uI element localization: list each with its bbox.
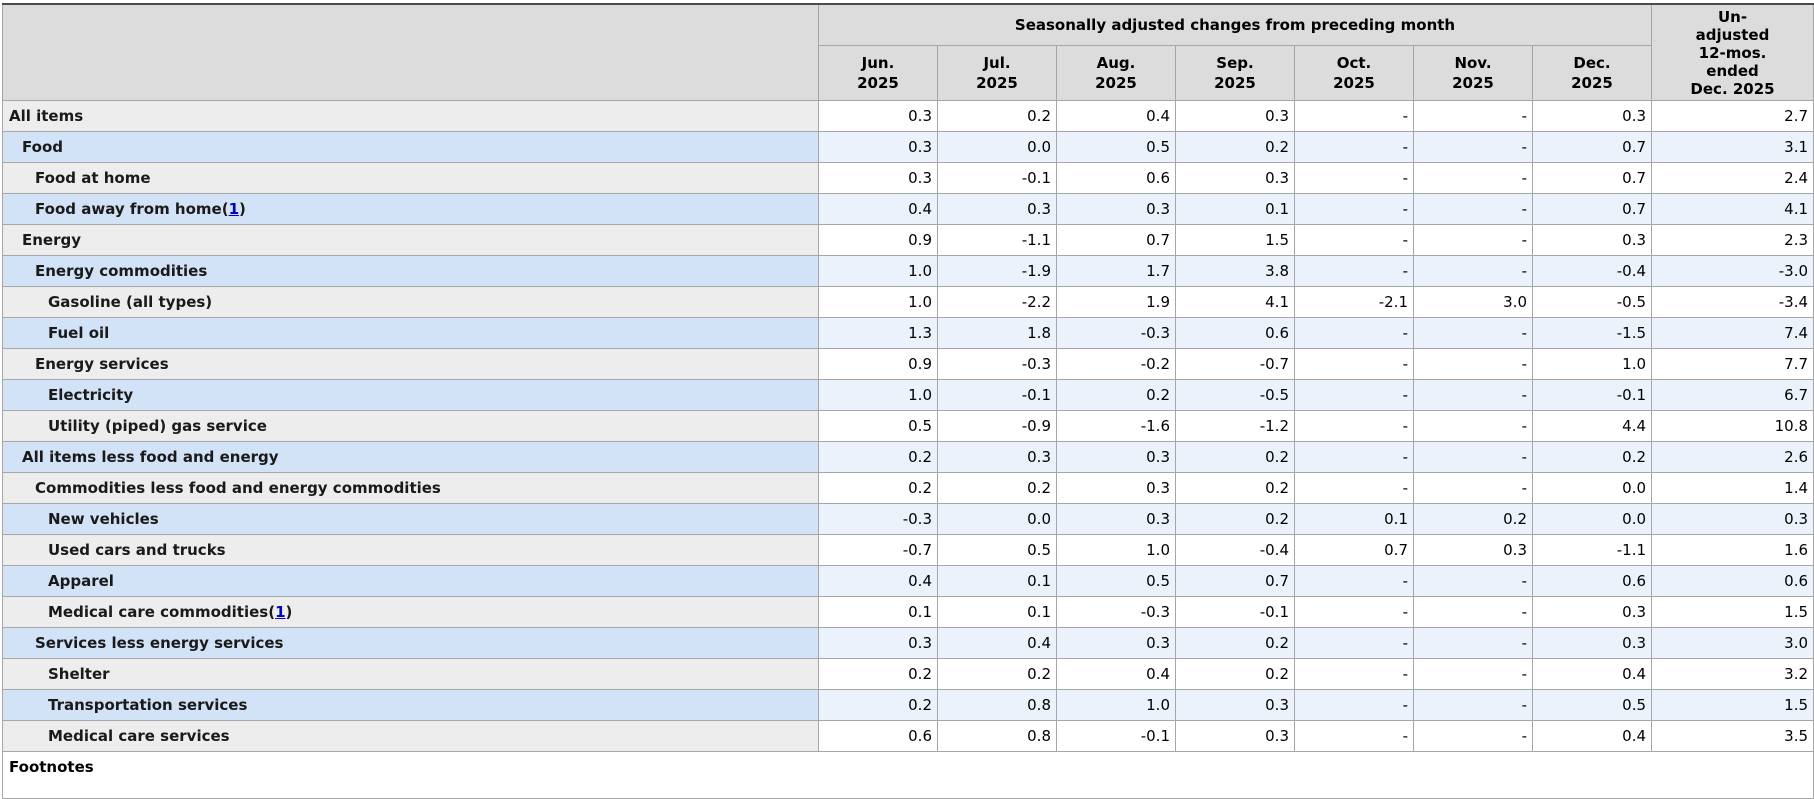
value-cell: 0.2 — [819, 690, 938, 721]
table-row — [3, 194, 1814, 225]
item-column-header — [3, 4, 819, 101]
value-cell: -0.3 — [1057, 597, 1176, 628]
value-cell: 1.4 — [1652, 473, 1814, 504]
value-cell: - — [1414, 690, 1533, 721]
value-cell: -0.9 — [938, 411, 1057, 442]
value-cell: - — [1295, 256, 1414, 287]
row-label: Energy commodities — [3, 256, 819, 287]
value-cell: 2.7 — [1652, 101, 1814, 132]
value-cell: 0.0 — [1533, 504, 1652, 535]
month-header-line: Nov. — [1454, 54, 1492, 72]
cpi-data-table — [2, 3, 1814, 799]
value-cell: - — [1295, 442, 1414, 473]
value-cell: 0.3 — [1652, 504, 1814, 535]
value-cell: 0.2 — [819, 473, 938, 504]
value-cell: 2.6 — [1652, 442, 1814, 473]
value-cell: 1.7 — [1057, 256, 1176, 287]
value-cell: 0.8 — [938, 721, 1057, 752]
value-cell: 0.4 — [1057, 659, 1176, 690]
value-cell: 0.3 — [1533, 101, 1652, 132]
value-cell: 0.3 — [938, 442, 1057, 473]
value-cell: - — [1414, 132, 1533, 163]
month-header-line: 2025 — [1333, 74, 1375, 92]
value-cell: 3.8 — [1176, 256, 1295, 287]
table-row — [3, 628, 1814, 659]
value-cell: 7.7 — [1652, 349, 1814, 380]
value-cell: - — [1414, 380, 1533, 411]
value-cell: - — [1295, 473, 1414, 504]
value-cell: - — [1414, 442, 1533, 473]
value-cell: 1.0 — [1057, 535, 1176, 566]
value-cell: 0.1 — [938, 566, 1057, 597]
value-cell: 3.2 — [1652, 659, 1814, 690]
value-cell: -1.1 — [1533, 535, 1652, 566]
value-cell: 0.5 — [1533, 690, 1652, 721]
footnotes-section — [3, 752, 1814, 799]
table-row — [3, 411, 1814, 442]
value-cell: 1.0 — [819, 287, 938, 318]
value-cell: -1.1 — [938, 225, 1057, 256]
row-label: Used cars and trucks — [3, 535, 819, 566]
value-cell: 0.2 — [1176, 628, 1295, 659]
value-cell: 1.0 — [1057, 690, 1176, 721]
value-cell: -0.1 — [1533, 380, 1652, 411]
table-row — [3, 101, 1814, 132]
value-cell: -3.4 — [1652, 287, 1814, 318]
value-cell: 0.2 — [1176, 504, 1295, 535]
value-cell: -0.7 — [819, 535, 938, 566]
value-cell: - — [1295, 380, 1414, 411]
value-cell: - — [1295, 101, 1414, 132]
unadjusted-header-line: Un- — [1717, 7, 1748, 26]
table-row — [3, 659, 1814, 690]
value-cell: - — [1414, 473, 1533, 504]
value-cell: 0.6 — [1176, 318, 1295, 349]
table-row — [3, 721, 1814, 752]
value-cell: 0.7 — [1533, 194, 1652, 225]
value-cell: 1.0 — [1533, 349, 1652, 380]
value-cell: 0.0 — [1533, 473, 1652, 504]
value-cell: 0.2 — [938, 101, 1057, 132]
unadjusted-column-header — [1652, 4, 1814, 101]
row-label: Fuel oil — [3, 318, 819, 349]
table-row — [3, 349, 1814, 380]
value-cell: 0.4 — [1533, 721, 1652, 752]
value-cell: 4.1 — [1176, 287, 1295, 318]
value-cell: 1.9 — [1057, 287, 1176, 318]
value-cell: - — [1295, 194, 1414, 225]
value-cell: - — [1414, 721, 1533, 752]
value-cell: 0.2 — [819, 659, 938, 690]
value-cell: - — [1414, 101, 1533, 132]
value-cell: 0.1 — [819, 597, 938, 628]
month-column-header — [1057, 46, 1176, 101]
value-cell: - — [1414, 411, 1533, 442]
value-cell: -2.2 — [938, 287, 1057, 318]
footnotes-label: Footnotes — [3, 752, 1814, 799]
value-cell: - — [1414, 194, 1533, 225]
unadjusted-header-line: ended — [1706, 61, 1759, 80]
value-cell: 3.5 — [1652, 721, 1814, 752]
value-cell: 0.7 — [1533, 163, 1652, 194]
row-label: Food at home — [3, 163, 819, 194]
month-column-header — [1414, 46, 1533, 101]
month-header-line: 2025 — [1095, 74, 1137, 92]
row-label: Apparel — [3, 566, 819, 597]
month-column-header — [938, 46, 1057, 101]
month-header-line: 2025 — [1214, 74, 1256, 92]
row-label: Energy — [3, 225, 819, 256]
month-header-line: Aug. — [1096, 54, 1136, 72]
value-cell: 0.2 — [819, 442, 938, 473]
row-label: Services less energy services — [3, 628, 819, 659]
value-cell: 0.0 — [938, 504, 1057, 535]
month-header-line: Jul. — [983, 54, 1011, 72]
value-cell: - — [1414, 163, 1533, 194]
value-cell: 7.4 — [1652, 318, 1814, 349]
footnote-link[interactable]: 1 — [228, 200, 240, 218]
value-cell: 0.3 — [1176, 101, 1295, 132]
table-row — [3, 163, 1814, 194]
value-cell: 0.2 — [1176, 473, 1295, 504]
value-cell: 0.2 — [1176, 659, 1295, 690]
table-row — [3, 473, 1814, 504]
value-cell: 0.1 — [1295, 504, 1414, 535]
value-cell: 0.9 — [819, 349, 938, 380]
table-row — [3, 504, 1814, 535]
row-label: Electricity — [3, 380, 819, 411]
table-row — [3, 380, 1814, 411]
value-cell: 1.5 — [1652, 597, 1814, 628]
value-cell: 0.4 — [819, 194, 938, 225]
value-cell: - — [1414, 566, 1533, 597]
month-column-header — [1295, 46, 1414, 101]
value-cell: 0.5 — [1057, 566, 1176, 597]
value-cell: -2.1 — [1295, 287, 1414, 318]
value-cell: - — [1295, 349, 1414, 380]
value-cell: 1.6 — [1652, 535, 1814, 566]
value-cell: 0.9 — [819, 225, 938, 256]
value-cell: 2.3 — [1652, 225, 1814, 256]
value-cell: -1.6 — [1057, 411, 1176, 442]
value-cell: 0.3 — [1533, 597, 1652, 628]
table-row — [3, 597, 1814, 628]
unadjusted-header-line: 12-mos. — [1698, 43, 1767, 62]
value-cell: 0.1 — [938, 597, 1057, 628]
value-cell: 0.4 — [819, 566, 938, 597]
table-row — [3, 225, 1814, 256]
value-cell: -0.4 — [1533, 256, 1652, 287]
table-row — [3, 132, 1814, 163]
value-cell: - — [1414, 597, 1533, 628]
value-cell: 0.7 — [1176, 566, 1295, 597]
value-cell: - — [1414, 318, 1533, 349]
value-cell: -0.5 — [1176, 380, 1295, 411]
month-header-line: 2025 — [1452, 74, 1494, 92]
value-cell: 0.5 — [938, 535, 1057, 566]
value-cell: 1.0 — [819, 380, 938, 411]
value-cell: -0.7 — [1176, 349, 1295, 380]
value-cell: - — [1295, 659, 1414, 690]
value-cell: 1.8 — [938, 318, 1057, 349]
value-cell: -0.3 — [1057, 318, 1176, 349]
value-cell: 0.5 — [1057, 132, 1176, 163]
value-cell: -1.2 — [1176, 411, 1295, 442]
row-label: Shelter — [3, 659, 819, 690]
row-label: Commodities less food and energy commodities — [3, 473, 819, 504]
value-cell: -1.5 — [1533, 318, 1652, 349]
value-cell: 0.3 — [1176, 690, 1295, 721]
value-cell: 0.5 — [819, 411, 938, 442]
value-cell: - — [1295, 597, 1414, 628]
row-label: Food away from home(1) — [3, 194, 819, 225]
value-cell: 3.0 — [1652, 628, 1814, 659]
value-cell: - — [1414, 225, 1533, 256]
value-cell: - — [1295, 318, 1414, 349]
row-label: All items less food and energy — [3, 442, 819, 473]
row-label: Food — [3, 132, 819, 163]
value-cell: 0.3 — [1057, 628, 1176, 659]
value-cell: 0.2 — [1176, 132, 1295, 163]
value-cell: 0.3 — [1176, 163, 1295, 194]
footnote-link[interactable]: 1 — [275, 603, 286, 621]
table-body — [3, 101, 1814, 752]
value-cell: -1.9 — [938, 256, 1057, 287]
value-cell: - — [1295, 566, 1414, 597]
value-cell: 0.3 — [938, 194, 1057, 225]
value-cell: 0.4 — [1533, 659, 1652, 690]
month-header-line: Jun. — [861, 54, 895, 72]
value-cell: - — [1414, 256, 1533, 287]
table-row — [3, 287, 1814, 318]
row-label: Medical care services — [3, 721, 819, 752]
month-header-line: 2025 — [857, 74, 899, 92]
row-label: Gasoline (all types) — [3, 287, 819, 318]
value-cell: - — [1295, 163, 1414, 194]
value-cell: 0.3 — [1057, 473, 1176, 504]
row-label: All items — [3, 101, 819, 132]
value-cell: - — [1414, 659, 1533, 690]
value-cell: 0.3 — [1176, 721, 1295, 752]
value-cell: 0.2 — [1057, 380, 1176, 411]
value-cell: 0.3 — [1057, 442, 1176, 473]
month-header-line: Sep. — [1216, 54, 1254, 72]
value-cell: 0.2 — [938, 659, 1057, 690]
table-row — [3, 318, 1814, 349]
value-cell: 1.0 — [819, 256, 938, 287]
value-cell: 0.3 — [819, 132, 938, 163]
month-header-line: Oct. — [1336, 54, 1372, 72]
value-cell: - — [1295, 132, 1414, 163]
value-cell: 0.3 — [819, 628, 938, 659]
value-cell: 0.1 — [1176, 194, 1295, 225]
month-column-header — [819, 46, 938, 101]
value-cell: 1.5 — [1176, 225, 1295, 256]
month-header-line: Dec. — [1573, 54, 1611, 72]
value-cell: 0.8 — [938, 690, 1057, 721]
footnotes-row — [3, 752, 1814, 799]
value-cell: -0.3 — [819, 504, 938, 535]
value-cell: 0.3 — [819, 163, 938, 194]
value-cell: 0.6 — [1057, 163, 1176, 194]
table-row — [3, 690, 1814, 721]
unadjusted-header-line: adjusted — [1695, 25, 1770, 44]
value-cell: - — [1295, 721, 1414, 752]
value-cell: 0.3 — [1533, 225, 1652, 256]
row-label: Transportation services — [3, 690, 819, 721]
month-column-header — [1176, 46, 1295, 101]
table-row — [3, 256, 1814, 287]
value-cell: 0.6 — [1652, 566, 1814, 597]
value-cell: -0.1 — [1176, 597, 1295, 628]
value-cell: 0.2 — [1414, 504, 1533, 535]
value-cell: 0.3 — [1414, 535, 1533, 566]
value-cell: 4.1 — [1652, 194, 1814, 225]
table-header — [3, 4, 1814, 101]
value-cell: 2.4 — [1652, 163, 1814, 194]
row-label: Energy services — [3, 349, 819, 380]
value-cell: -0.1 — [938, 380, 1057, 411]
month-header-line: 2025 — [976, 74, 1018, 92]
value-cell: 6.7 — [1652, 380, 1814, 411]
value-cell: -3.0 — [1652, 256, 1814, 287]
value-cell: - — [1295, 628, 1414, 659]
table-row — [3, 566, 1814, 597]
table-row — [3, 535, 1814, 566]
value-cell: 4.4 — [1533, 411, 1652, 442]
table-row — [3, 442, 1814, 473]
value-cell: -0.5 — [1533, 287, 1652, 318]
value-cell: 0.7 — [1057, 225, 1176, 256]
value-cell: - — [1295, 225, 1414, 256]
value-cell: 3.1 — [1652, 132, 1814, 163]
value-cell: -0.4 — [1176, 535, 1295, 566]
value-cell: 3.0 — [1414, 287, 1533, 318]
value-cell: 0.0 — [938, 132, 1057, 163]
value-cell: 0.3 — [1533, 628, 1652, 659]
value-cell: 0.2 — [1533, 442, 1652, 473]
value-cell: 0.3 — [1057, 194, 1176, 225]
seasonally-adjusted-header: Seasonally adjusted changes from preceding month — [819, 4, 1652, 46]
value-cell: 0.7 — [1533, 132, 1652, 163]
row-label: Medical care commodities(1) — [3, 597, 819, 628]
unadjusted-header-line: Dec. 2025 — [1690, 79, 1775, 98]
row-label: Utility (piped) gas service — [3, 411, 819, 442]
value-cell: -0.3 — [938, 349, 1057, 380]
month-column-header — [1533, 46, 1652, 101]
value-cell: 10.8 — [1652, 411, 1814, 442]
value-cell: 0.2 — [1176, 442, 1295, 473]
value-cell: 0.4 — [1057, 101, 1176, 132]
value-cell: - — [1414, 628, 1533, 659]
row-label: New vehicles — [3, 504, 819, 535]
value-cell: -0.2 — [1057, 349, 1176, 380]
value-cell: - — [1295, 690, 1414, 721]
value-cell: 0.3 — [819, 101, 938, 132]
value-cell: 0.2 — [938, 473, 1057, 504]
value-cell: 0.4 — [938, 628, 1057, 659]
value-cell: 0.6 — [1533, 566, 1652, 597]
value-cell: 1.3 — [819, 318, 938, 349]
value-cell: -0.1 — [938, 163, 1057, 194]
value-cell: -0.1 — [1057, 721, 1176, 752]
value-cell: 0.6 — [819, 721, 938, 752]
value-cell: 0.7 — [1295, 535, 1414, 566]
value-cell: - — [1414, 349, 1533, 380]
value-cell: - — [1295, 411, 1414, 442]
value-cell: 0.3 — [1057, 504, 1176, 535]
month-header-line: 2025 — [1571, 74, 1613, 92]
value-cell: 1.5 — [1652, 690, 1814, 721]
